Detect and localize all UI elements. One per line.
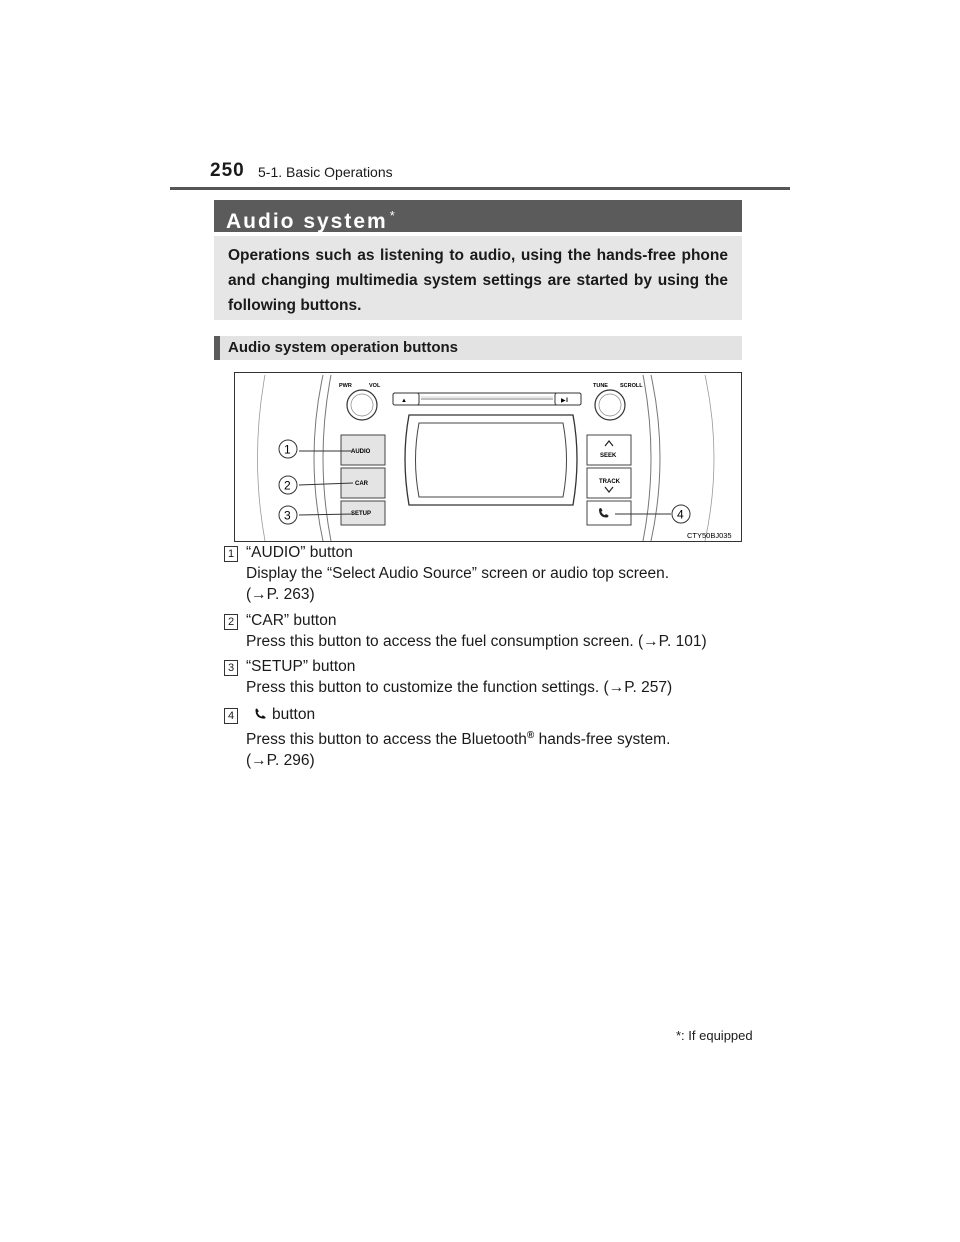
tune-label: TUNE: [593, 383, 608, 389]
item-1-line-1: Display the “Select Audio Source” screen or audio top screen.: [246, 565, 670, 582]
footnote: *: If equipped: [676, 1028, 753, 1043]
item-4-title-row: [246, 704, 670, 725]
callout-3: [279, 506, 297, 524]
track-button-label: TRACK: [599, 479, 620, 485]
svg-text:4: 4: [677, 507, 684, 522]
callout-4: [672, 505, 690, 523]
audio-button-label: AUDIO: [351, 449, 371, 455]
item-1: [246, 542, 669, 605]
eject-icon: ▲: [401, 398, 407, 404]
item-1-line-2: (→P. 263): [246, 586, 315, 603]
intro-text: Operations such as listening to audio, using the hands-free phone and changing multimedia system settings are started by using the following buttons.: [228, 247, 728, 314]
header-divider: [170, 187, 790, 190]
figure-code: CTY50BJ035: [687, 531, 732, 540]
item-4-title: button: [272, 706, 316, 723]
setup-button-label: SETUP: [351, 511, 372, 517]
display-screen[interactable]: [405, 415, 577, 505]
seek-button-label: SEEK: [600, 453, 617, 459]
item-4-line-2: (→P. 296): [246, 752, 315, 770]
svg-text:3: 3: [284, 508, 291, 523]
item-3-title: “SETUP” button: [246, 658, 356, 675]
pwr-label: PWR: [339, 383, 352, 389]
disc-slot: [393, 393, 581, 405]
svg-text:2: 2: [284, 478, 291, 493]
page-number: 250: [210, 160, 245, 181]
subheading-text: Audio system operation buttons: [228, 339, 459, 356]
subheading: [214, 336, 742, 360]
power-volume-knob[interactable]: [347, 390, 377, 420]
item-4: [246, 704, 670, 771]
item-3: [246, 656, 672, 698]
item-3-line-1: Press this button to customize the function settings. (→P. 257): [246, 679, 673, 696]
scroll-label: SCROLL: [620, 383, 643, 389]
setup-button[interactable]: [341, 501, 385, 525]
item-2-title: “CAR” button: [246, 612, 337, 629]
item-2: [246, 610, 707, 652]
callout-2: [279, 476, 297, 494]
item-1-title: “AUDIO” button: [246, 544, 353, 561]
equipment-mark: *: [389, 208, 397, 223]
play-pause-button[interactable]: [555, 393, 581, 405]
section-title-bar: [214, 200, 742, 232]
callout-1: [279, 440, 297, 458]
phone-icon: [254, 708, 266, 720]
svg-text:1: 1: [284, 442, 291, 457]
item-2-line-1: Press this button to access the fuel consumption screen. (→P. 101): [246, 633, 707, 650]
car-button-label: CAR: [355, 481, 368, 487]
seek-button[interactable]: [587, 435, 631, 465]
section-title: Audio system: [226, 210, 388, 233]
tune-scroll-knob[interactable]: [595, 390, 625, 420]
audio-panel-illustration: [235, 373, 742, 542]
track-button[interactable]: [587, 468, 631, 498]
audio-panel-figure: [234, 372, 742, 542]
phone-button[interactable]: [587, 501, 631, 525]
intro-box: [214, 236, 742, 320]
eject-button[interactable]: [393, 393, 419, 405]
item-number-2: 2: [224, 614, 238, 630]
vol-label: VOL: [369, 383, 381, 389]
item-number-1: 1: [224, 546, 238, 562]
item-4-line-1: Press this button to access the Bluetooth® hands-free system.: [246, 730, 671, 749]
item-number-3: 3: [224, 660, 238, 676]
chapter-title: 5-1. Basic Operations: [258, 164, 393, 180]
item-number-4: 4: [224, 708, 238, 724]
audio-button[interactable]: [341, 435, 385, 465]
play-pause-icon: ▶‖: [561, 398, 569, 404]
